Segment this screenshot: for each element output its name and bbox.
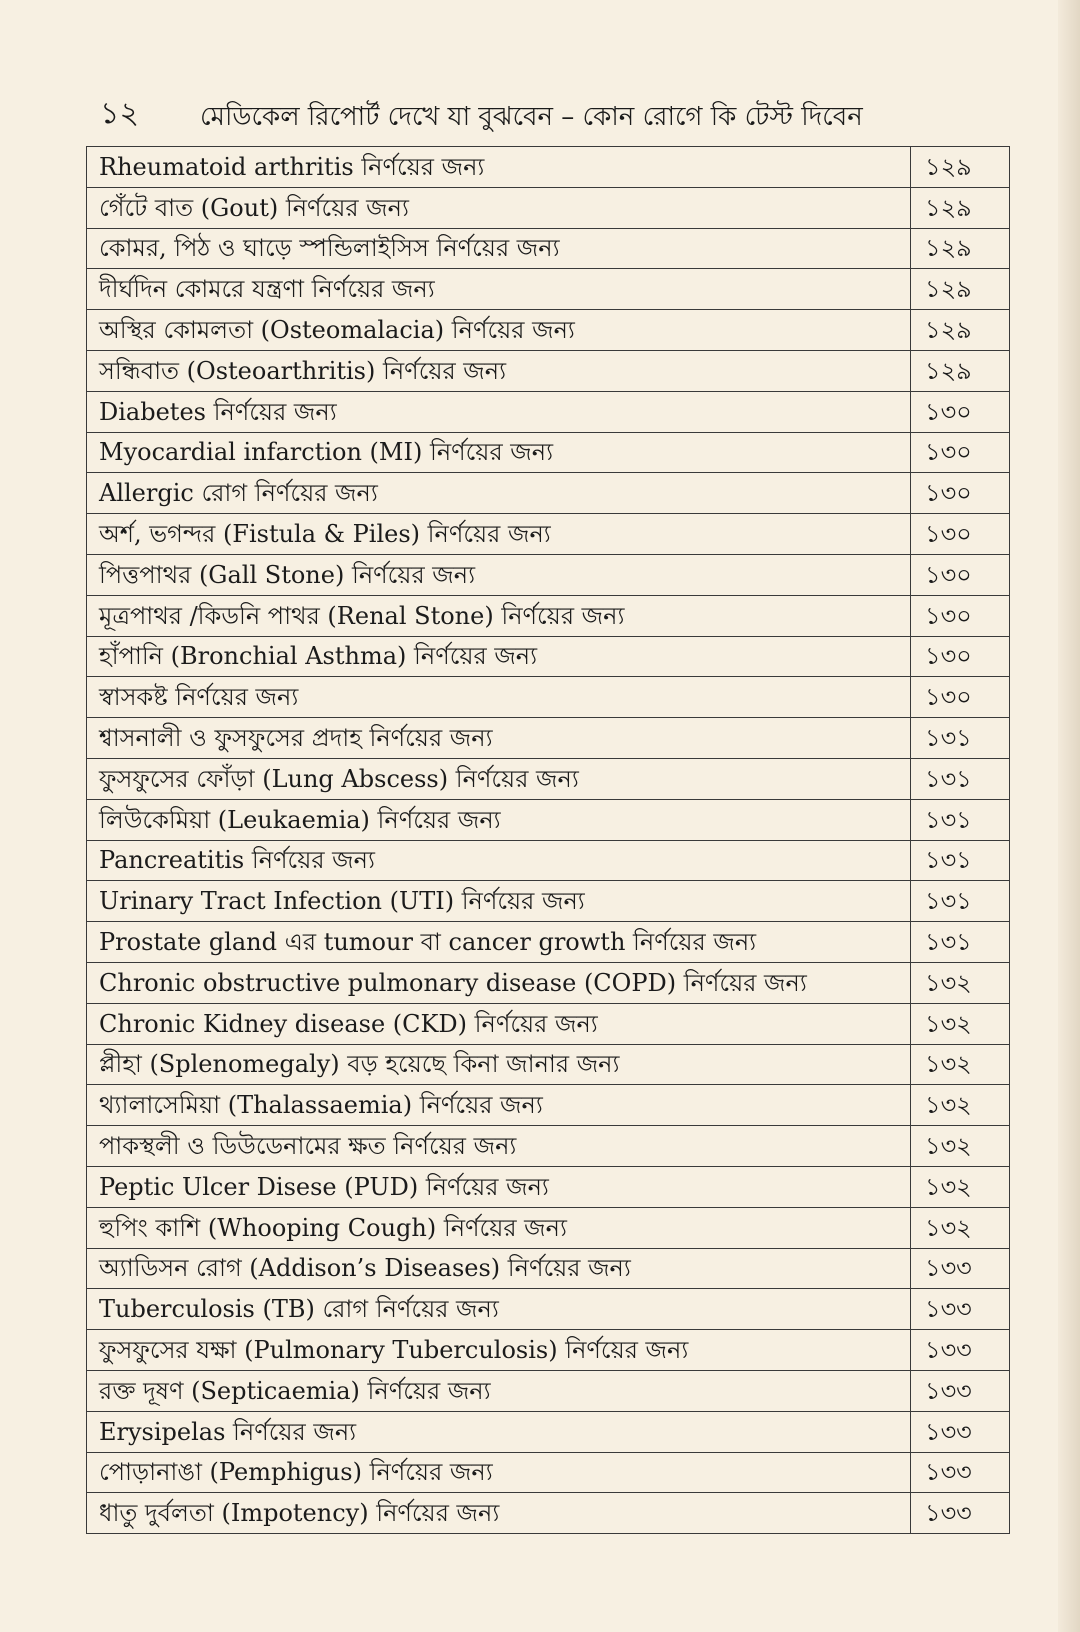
row-page-number: ১৩১ [911,840,1010,881]
row-label: মূত্রপাথর /কিডনি পাথর (Renal Stone) নির্ণয়ের জন্য [87,595,911,636]
row-label: হাঁপানি (Bronchial Asthma) নির্ণয়ের জন্য [87,636,911,677]
row-label: Allergic রোগ নির্ণয়ের জন্য [87,473,911,514]
row-label: Diabetes নির্ণয়ের জন্য [87,391,911,432]
table-row [87,1166,1010,1207]
row-page-number: ১৩০ [911,554,1010,595]
row-page-number: ১৩০ [911,514,1010,555]
row-label: থ্যালাসেমিয়া (Thalassaemia) নির্ণয়ের জন্য [87,1085,911,1126]
row-label: শ্বাসনালী ও ফুসফুসের প্রদাহ নির্ণয়ের জন্য [87,718,911,759]
row-label: Myocardial infarction (MI) নির্ণয়ের জন্য [87,432,911,473]
row-page-number: ১৩৩ [911,1493,1010,1534]
row-page-number: ১৩৩ [911,1411,1010,1452]
table-row [87,1207,1010,1248]
row-label: রক্ত দূষণ (Septicaemia) নির্ণয়ের জন্য [87,1370,911,1411]
row-page-number: ১৩২ [911,1044,1010,1085]
row-page-number: ১৩০ [911,391,1010,432]
row-label: Urinary Tract Infection (UTI) নির্ণয়ের জন্য [87,881,911,922]
table-row [87,1330,1010,1371]
table-row [87,310,1010,351]
row-page-number: ১২৯ [911,350,1010,391]
row-label: অস্থির কোমলতা (Osteomalacia) নির্ণয়ের জন্য [87,310,911,351]
row-label: Chronic Kidney disease (CKD) নির্ণয়ের জন্য [87,1003,911,1044]
row-label: Chronic obstructive pulmonary disease (COPD) নির্ণয়ের জন্য [87,962,911,1003]
table-row [87,840,1010,881]
row-label: দীর্ঘদিন কোমরে যন্ত্রণা নির্ণয়ের জন্য [87,269,911,310]
row-page-number: ১৩৩ [911,1370,1010,1411]
table-row [87,1452,1010,1493]
row-label: সন্ধিবাত (Osteoarthritis) নির্ণয়ের জন্য [87,350,911,391]
row-label: Peptic Ulcer Disese (PUD) নির্ণয়ের জন্য [87,1166,911,1207]
table-row [87,595,1010,636]
row-label: পোড়ানাঙা (Pemphigus) নির্ণয়ের জন্য [87,1452,911,1493]
page-number: ১২ [100,96,139,131]
table-row [87,1085,1010,1126]
row-label: পিত্তপাথর (Gall Stone) নির্ণয়ের জন্য [87,554,911,595]
table-row [87,1044,1010,1085]
table-row [87,147,1010,188]
running-head [100,96,920,140]
row-label: ফুসফুসের যক্ষা (Pulmonary Tuberculosis) নির্ণয়ের জন্য [87,1330,911,1371]
row-page-number: ১৩০ [911,432,1010,473]
row-page-number: ১৩২ [911,1003,1010,1044]
table-row [87,962,1010,1003]
row-page-number: ১৩৩ [911,1330,1010,1371]
row-page-number: ১৩০ [911,677,1010,718]
row-label: হুপিং কাশি (Whooping Cough) নির্ণয়ের জন্য [87,1207,911,1248]
row-label: Erysipelas নির্ণয়ের জন্য [87,1411,911,1452]
table-row [87,1411,1010,1452]
row-label: স্বাসকষ্ট নির্ণয়ের জন্য [87,677,911,718]
row-page-number: ১৩২ [911,962,1010,1003]
row-page-number: ১৩২ [911,1085,1010,1126]
table-row [87,677,1010,718]
row-page-number: ১৩১ [911,922,1010,963]
table-row [87,1126,1010,1167]
table-row [87,1289,1010,1330]
row-page-number: ১২৯ [911,228,1010,269]
table-row [87,187,1010,228]
row-page-number: ১৩০ [911,595,1010,636]
row-label: অর্শ, ভগন্দর (Fistula & Piles) নির্ণয়ের জন্য [87,514,911,555]
row-label: Prostate gland এর tumour বা cancer growth নির্ণয়ের জন্য [87,922,911,963]
table-row [87,718,1010,759]
row-label: Rheumatoid arthritis নির্ণয়ের জন্য [87,147,911,188]
row-page-number: ১২৯ [911,187,1010,228]
table-row [87,758,1010,799]
table-row [87,1493,1010,1534]
row-page-number: ১৩২ [911,1166,1010,1207]
running-title: মেডিকেল রিপোর্ট দেখে যা বুঝবেন – কোন রোগে কি টেস্ট দিবেন [200,102,863,132]
row-page-number: ১৩৩ [911,1452,1010,1493]
table-row [87,514,1010,555]
row-label: অ্যাডিসন রোগ (Addison’s Diseases) নির্ণয়ের জন্য [87,1248,911,1289]
row-page-number: ১৩০ [911,473,1010,514]
page-edge-shadow [1058,0,1080,1632]
table-row [87,1248,1010,1289]
row-label: Tuberculosis (TB) রোগ নির্ণয়ের জন্য [87,1289,911,1330]
table-row [87,1370,1010,1411]
row-label: কোমর, পিঠ ও ঘাড়ে স্পন্ডিলাইসিস নির্ণয়ের জন্য [87,228,911,269]
row-page-number: ১৩৩ [911,1289,1010,1330]
row-page-number: ১২৯ [911,310,1010,351]
row-label: Pancreatitis নির্ণয়ের জন্য [87,840,911,881]
row-page-number: ১২৯ [911,147,1010,188]
table-row [87,350,1010,391]
contents-table [86,146,1010,1534]
row-page-number: ১৩১ [911,799,1010,840]
row-label: লিউকেমিয়া (Leukaemia) নির্ণয়ের জন্য [87,799,911,840]
contents-table-body [87,147,1010,1534]
row-page-number: ১৩২ [911,1207,1010,1248]
table-row [87,922,1010,963]
row-label: ধাতু দুর্বলতা (Impotency) নির্ণয়ের জন্য [87,1493,911,1534]
row-label: প্লীহা (Splenomegaly) বড় হয়েছে কিনা জানার জন্য [87,1044,911,1085]
table-row [87,554,1010,595]
table-row [87,636,1010,677]
table-row [87,1003,1010,1044]
table-row [87,881,1010,922]
table-row [87,473,1010,514]
table-row [87,228,1010,269]
row-label: পাকস্থলী ও ডিউডেনামের ক্ষত নির্ণয়ের জন্য [87,1126,911,1167]
row-page-number: ১৩১ [911,758,1010,799]
row-page-number: ১৩৩ [911,1248,1010,1289]
row-page-number: ১৩১ [911,718,1010,759]
table-row [87,432,1010,473]
row-page-number: ১৩১ [911,881,1010,922]
row-page-number: ১২৯ [911,269,1010,310]
row-label: গেঁটে বাত (Gout) নির্ণয়ের জন্য [87,187,911,228]
row-label: ফুসফুসের ফোঁড়া (Lung Abscess) নির্ণয়ের জন্য [87,758,911,799]
row-page-number: ১৩২ [911,1126,1010,1167]
table-row [87,391,1010,432]
table-row [87,799,1010,840]
table-row [87,269,1010,310]
row-page-number: ১৩০ [911,636,1010,677]
